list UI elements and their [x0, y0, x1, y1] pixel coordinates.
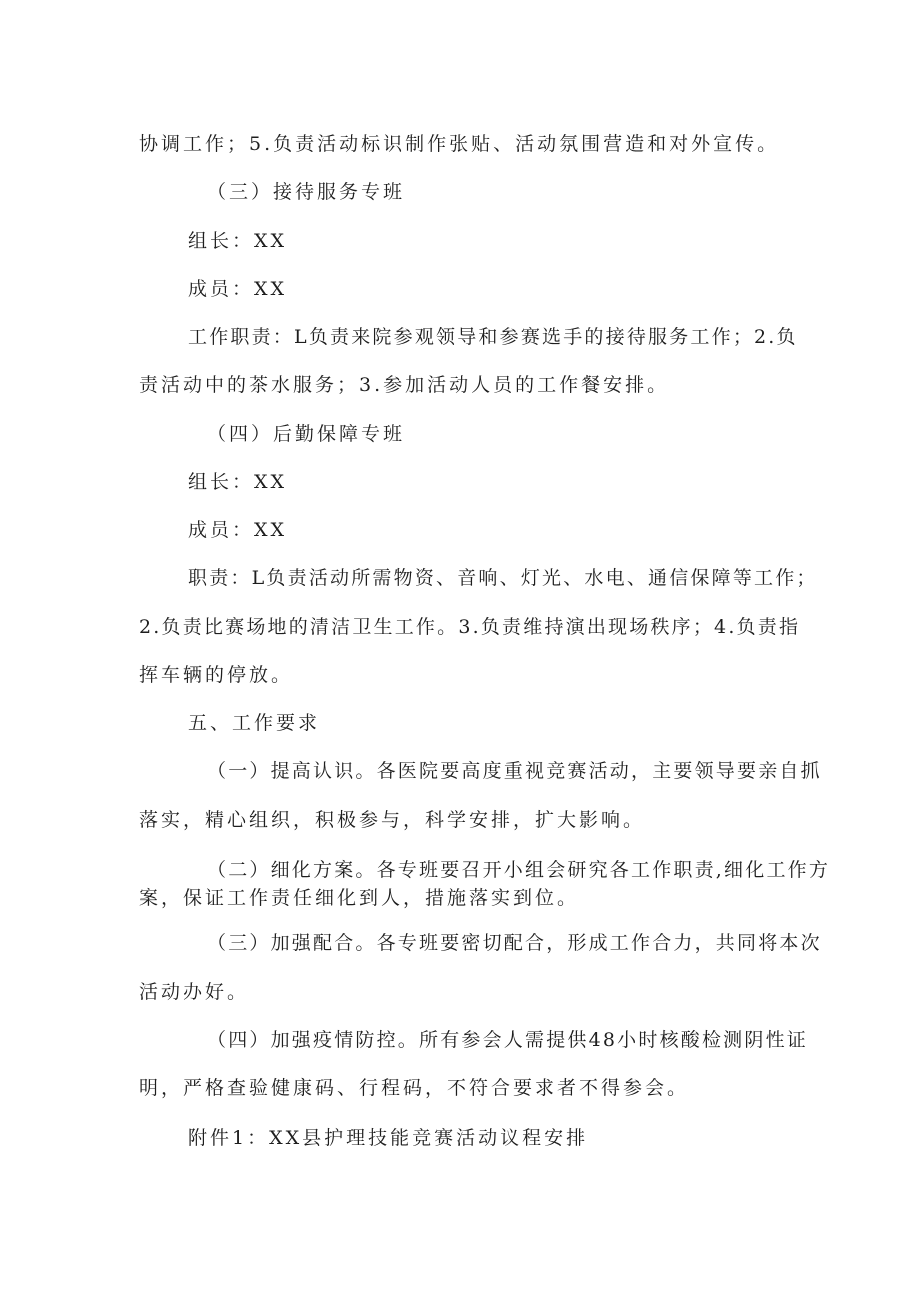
text-line: 成员：XX: [188, 278, 288, 300]
text-line: （一）提高认识。各医院要高度重视竞赛活动，主要领导要亲自抓: [207, 760, 822, 782]
section-heading: （三）接待服务专班: [207, 181, 406, 203]
text-line: 组长：XX: [188, 471, 288, 493]
text-line: 挥车辆的停放。: [139, 664, 294, 686]
text-line: 协调工作；5.负责活动标识制作张贴、活动氛围营造和对外宣传。: [139, 133, 780, 155]
text-line: 案，保证工作责任细化到人，措施落实到位。: [139, 887, 580, 909]
text-line: （二）细化方案。各专班要召开小组会研究各工作职责,细化工作方: [207, 859, 831, 881]
text-line: 职责：L负责活动所需物资、音响、灯光、水电、通信保障等工作；: [188, 567, 818, 589]
text-line: 活动办好。: [139, 981, 250, 1003]
text-line: 明，严格查验健康码、行程码，不符合要求者不得参会。: [139, 1077, 690, 1099]
text-line: 工作职责：L负责来院参观领导和参赛选手的接待服务工作；2.负: [188, 326, 798, 348]
text-line: （三）加强配合。各专班要密切配合，形成工作合力，共同将本次: [207, 932, 822, 954]
attachment-line: 附件1：XX县护理技能竞赛活动议程安排: [188, 1127, 589, 1149]
text-line: 成员：XX: [188, 519, 288, 541]
text-line: 2.负责比赛场地的清洁卫生工作。3.负责维持演出现场秩序；4.负责指: [139, 616, 801, 638]
text-line: 责活动中的茶水服务；3.参加活动人员的工作餐安排。: [139, 374, 670, 396]
section-heading: 五、工作要求: [188, 712, 321, 734]
text-line: 组长：XX: [188, 230, 288, 252]
section-heading: （四）后勤保障专班: [207, 423, 406, 445]
text-line: 落实，精心组织，积极参与，科学安排，扩大影响。: [139, 809, 646, 831]
text-line: （四）加强疫情防控。所有参会人需提供48小时核酸检测阴性证: [207, 1029, 808, 1051]
